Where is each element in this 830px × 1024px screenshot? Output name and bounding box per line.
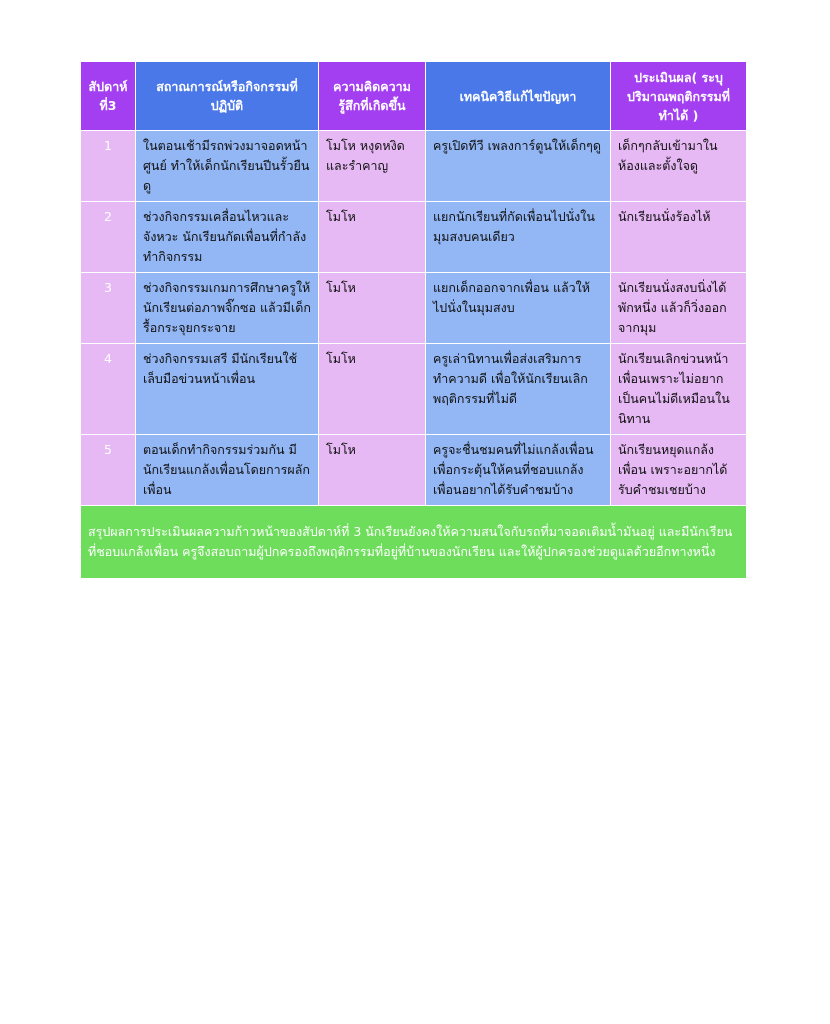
table-row [81, 344, 747, 435]
technique-cell: ครูเปิดทีวี เพลงการ์ตูนให้เด็กๆดู [426, 131, 611, 202]
feeling-cell: โมโห [319, 202, 426, 273]
row-number: 1 [81, 131, 136, 202]
situation-cell: ช่วงกิจกรรมเคลื่อนไหวและจังหวะ นักเรียนกัดเพื่อนที่กำลังทำกิจกรรม [136, 202, 319, 273]
result-cell: นักเรียนเลิกข่วนหน้าเพื่อนเพราะไม่อยากเป็นคนไม่ดีเหมือนในนิทาน [611, 344, 747, 435]
table-row [81, 435, 747, 506]
header-technique: เทคนิควิธีแก้ไขปัญหา [426, 62, 611, 131]
weekly-behavior-table [80, 61, 747, 579]
technique-cell: ครูจะชื่นชมคนที่ไม่แกล้งเพื่อนเพื่อกระตุ้นให้คนที่ชอบแกล้งเพื่อนอยากได้รับคำชมบ้าง [426, 435, 611, 506]
feeling-cell: โมโห หงุดหงิด และรำคาญ [319, 131, 426, 202]
result-cell: นักเรียนนั่งร้องไห้ [611, 202, 747, 273]
header-week: สัปดาห์ที่3 [81, 62, 136, 131]
table-header-row [81, 62, 747, 131]
feeling-cell: โมโห [319, 344, 426, 435]
summary-text: สรุปผลการประเมินผลความก้าวหน้าของสัปดาห์ที่ 3 นักเรียนยังคงให้ความสนใจกับรถที่มาจอดเติมน้ำมันอยู่ และมีนักเรียนที่ชอบแกล้งเพื่อน ครูจึงสอบถามผู้ปกครองถึงพฤติกรรมที่อยู่ที่บ้านของนักเรียน และให้ผู้ปกครองช่วยดูแลด้วยอีกทางหนึ่ง [81, 506, 747, 579]
feeling-cell: โมโห [319, 435, 426, 506]
feeling-cell: โมโห [319, 273, 426, 344]
situation-cell: ในตอนเช้ามีรถพ่วงมาจอดหน้าศูนย์ ทำให้เด็กนักเรียนปีนรั้วยืนดู [136, 131, 319, 202]
table-row [81, 202, 747, 273]
table-row [81, 131, 747, 202]
header-result: ประเมินผล( ระบุปริมาณพฤติกรรมที่ทำได้ ) [611, 62, 747, 131]
result-cell: เด็กๆกลับเข้ามาในห้องและตั้งใจดู [611, 131, 747, 202]
row-number: 3 [81, 273, 136, 344]
technique-cell: ครูเล่านิทานเพื่อส่งเสริมการทำความดี เพื่อให้นักเรียนเลิกพฤติกรรมที่ไม่ดี [426, 344, 611, 435]
situation-cell: ตอนเด็กทำกิจกรรมร่วมกัน มีนักเรียนแกล้งเพื่อนโดยการผลักเพื่อน [136, 435, 319, 506]
row-number: 2 [81, 202, 136, 273]
technique-cell: แยกนักเรียนที่กัดเพื่อนไปนั่งในมุมสงบคนเดียว [426, 202, 611, 273]
row-number: 4 [81, 344, 136, 435]
row-number: 5 [81, 435, 136, 506]
header-situation: สถาณการณ์หรือกิจกรรมที่ปฏิบัติ [136, 62, 319, 131]
situation-cell: ช่วงกิจกรรมเกมการศึกษาครูให้นักเรียนต่อภาพจิ๊กซอ แล้วมีเด็กรื้อกระจุยกระจาย [136, 273, 319, 344]
result-cell: นักเรียนหยุดแกล้งเพื่อน เพราะอยากได้รับคำชมเชยบ้าง [611, 435, 747, 506]
header-feeling: ความคิดความรู้สึกที่เกิดขึ้น [319, 62, 426, 131]
situation-cell: ช่วงกิจกรรมเสรี มีนักเรียนใช้เล็บมือข่วนหน้าเพื่อน [136, 344, 319, 435]
summary-row [81, 506, 747, 579]
result-cell: นักเรียนนั่งสงบนิ่งได้พักหนึ่ง แล้วก็วิ่งออกจากมุม [611, 273, 747, 344]
table-row [81, 273, 747, 344]
technique-cell: แยกเด็กออกจากเพื่อน แล้วให้ไปนั่งในมุมสงบ [426, 273, 611, 344]
